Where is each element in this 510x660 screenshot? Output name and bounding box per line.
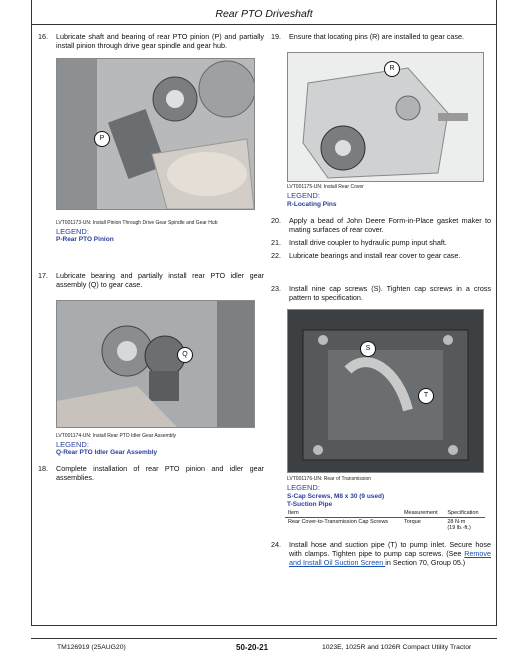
spec-header-spec: Specification (444, 509, 485, 518)
step-number: 23. (271, 284, 281, 293)
spec-table (285, 509, 485, 532)
step-text-part: Install hose and suction pipe (T) to pump inlet. Secure hose with clamps. Tighten pipe to pump cap screws. (See (289, 540, 491, 558)
step-number: 24. (271, 540, 281, 549)
footer-doc-id: TM126919 (25AUG20) (57, 644, 126, 651)
step-number: 19. (271, 32, 281, 41)
step-22 (271, 251, 491, 260)
step-17 (38, 271, 264, 289)
spec-header-item: Item (285, 509, 401, 518)
callout-s: S (360, 341, 376, 357)
spec-value (444, 518, 485, 533)
spec-header-measurement: Measurement (401, 509, 444, 518)
spec-value-metric: 28 N·m (447, 519, 466, 525)
figure-rear-cover (287, 52, 484, 182)
step-text: Lubricate bearing and partially install rear PTO idler gear assembly (Q) to gear case. (56, 271, 264, 289)
callout-t: T (418, 388, 434, 404)
spec-measurement: Torque (403, 519, 421, 525)
step-text: Apply a bead of John Deere Form-in-Place gasket maker to mating surfaces of rear cover. (289, 216, 491, 234)
page-title: Rear PTO Driveshaft (215, 8, 313, 20)
footer-product: 1023E, 1025R and 1026R Compact Utility Tractor (322, 644, 472, 651)
idler-gear-photo (57, 301, 254, 427)
step-18 (38, 464, 264, 482)
legend-heading: LEGEND: (56, 227, 89, 236)
pinion-photo (57, 59, 254, 209)
legend-item: R-Locating Pins (287, 201, 337, 208)
step-16 (38, 32, 264, 50)
step-text-part: in Section 70, Group 05.) (385, 558, 466, 567)
legend-heading: LEGEND: (287, 191, 320, 200)
step-text: Complete installation of rear PTO pinion and idler gear assemblies. (56, 464, 264, 482)
step-text (289, 540, 491, 567)
legend-heading: LEGEND: (287, 483, 320, 492)
step-text: Install drive coupler to hydraulic pump input shaft. (289, 238, 447, 247)
legend-item: S-Cap Screws, M8 x 30 (9 used) (287, 493, 385, 500)
step-number: 18. (38, 464, 48, 473)
callout-p: P (94, 131, 110, 147)
step-text: Lubricate shaft and bearing of rear PTO pinion (P) and partially install pinion through drive gear spindle and gear hub. (56, 32, 264, 50)
spec-item: Rear Cover-to-Transmission Cap Screws (288, 519, 389, 525)
figure-caption: LVT001173-UN: Install Pinion Through Drive Gear Spindle and Gear Hub (56, 220, 218, 226)
step-number: 21. (271, 238, 281, 247)
footer-divider (31, 638, 497, 639)
step-21 (271, 238, 491, 247)
figure-caption: LVT001176-UN: Rear of Transmission (287, 476, 372, 482)
spec-header-row (285, 509, 485, 518)
step-number: 16. (38, 32, 48, 41)
callout-q: Q (177, 347, 193, 363)
step-text: Lubricate bearings and install rear cover to gear case. (289, 251, 461, 260)
legend-item: T-Suction Pipe (287, 501, 333, 508)
step-20 (271, 216, 491, 234)
figure-idler-gear (56, 300, 255, 428)
remove-install-suction-screen-link[interactable]: Remove and Install Oil Suction Screen (289, 549, 491, 567)
step-number: 22. (271, 251, 281, 260)
legend-item: Q-Rear PTO Idler Gear Assembly (56, 449, 158, 456)
header-divider (31, 24, 497, 25)
footer-page-number: 50-20-21 (236, 643, 269, 652)
figure-caption: LVT001174-UN: Install Rear PTO Idler Gear Assembly (56, 433, 177, 439)
step-23 (271, 284, 491, 302)
step-24 (271, 540, 491, 567)
step-text: Ensure that locating pins (R) are installed to gear case. (289, 32, 464, 41)
callout-r: R (384, 61, 400, 77)
transmission-photo (288, 310, 483, 472)
figure-caption: LVT001175-UN: Install Rear Cover (287, 184, 364, 190)
figure-pinion-install (56, 58, 255, 210)
spec-value-imperial: (19 lb.-ft.) (447, 525, 471, 531)
legend-item: P-Rear PTO Pinion (56, 236, 114, 243)
spec-row (285, 518, 485, 533)
step-number: 20. (271, 216, 281, 225)
step-text: Install nine cap screws (S). Tighten cap screws in a cross pattern to specification. (289, 284, 491, 302)
figure-rear-transmission (287, 309, 484, 473)
step-19 (271, 32, 491, 41)
step-number: 17. (38, 271, 48, 280)
legend-heading: LEGEND: (56, 440, 89, 449)
